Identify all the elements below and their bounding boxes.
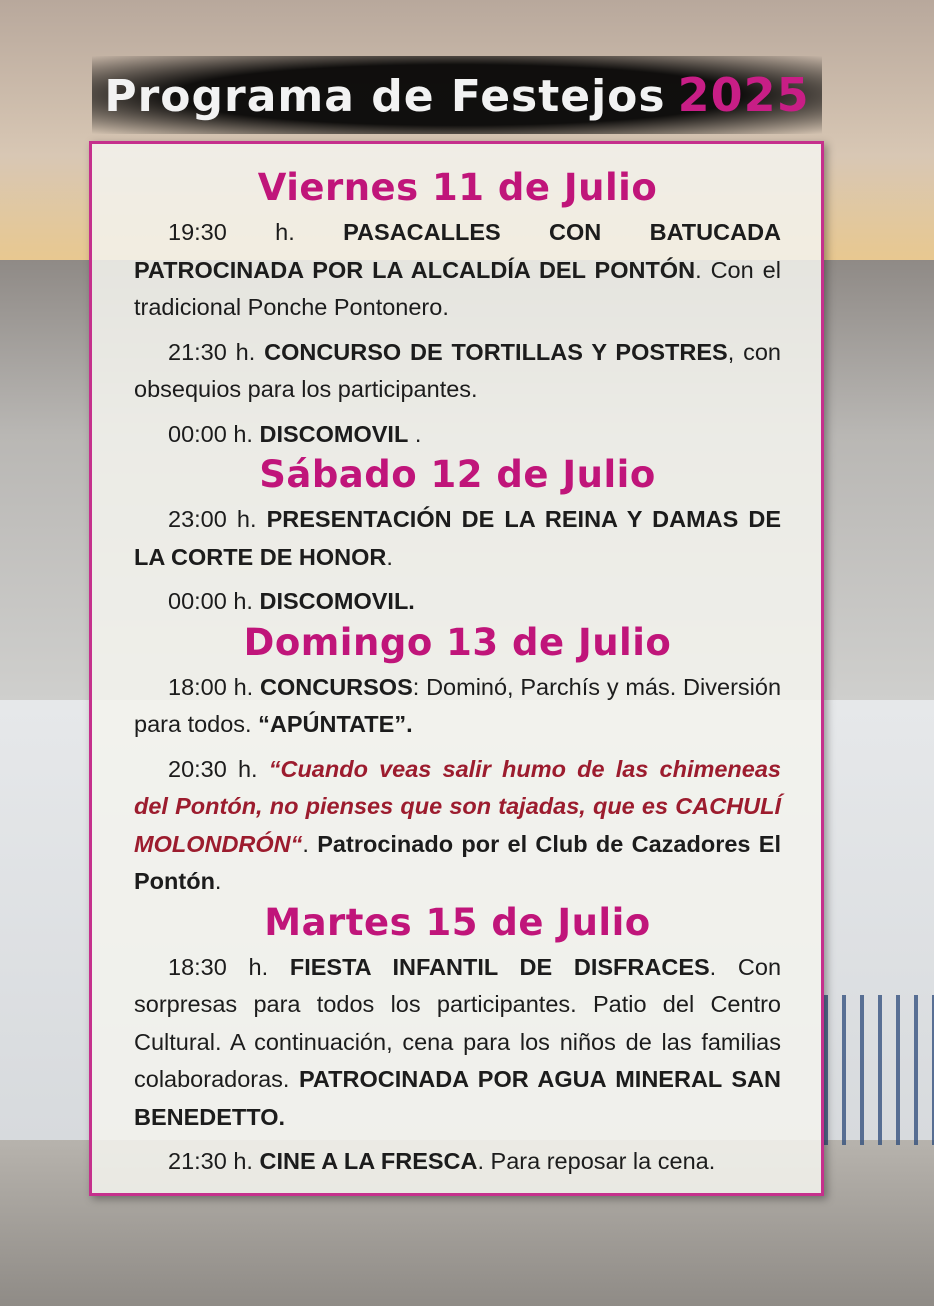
event-title: CINE A LA FRESCA — [259, 1148, 478, 1174]
event-detail: . Para reposar la cena. — [477, 1148, 716, 1174]
event-title: PASACALLES CON BATUCADA PATROCINADA POR LA ALCALDÍA DEL PONTÓN — [134, 219, 782, 283]
event-title: DISCOMOVIL. — [259, 588, 415, 614]
event-entry — [134, 214, 781, 327]
event-title: CONCURSO DE TORTILLAS Y POSTRES — [264, 338, 728, 365]
day-heading: Viernes 11 de Julio — [257, 166, 658, 209]
event-detail-end: . — [214, 868, 222, 894]
event-time: 00:00 h. — [168, 588, 253, 614]
event-sponsor: PATROCINADA POR AGUA MINERAL SAN BENEDETTO. — [134, 1066, 781, 1130]
event-detail: . Con el tradicional Ponche Pontonero. — [134, 256, 781, 320]
event-title: CONCURSOS — [260, 673, 413, 700]
event-title: PRESENTACIÓN DE LA REINA Y DAMAS DE LA CORTE DE HONOR — [134, 506, 782, 570]
program-card — [89, 141, 824, 1196]
event-highlight: “APÚNTATE”. — [258, 711, 413, 737]
event-time: 21:30 h. — [168, 338, 256, 365]
event-detail: . — [302, 830, 318, 857]
event-detail: . — [408, 420, 422, 447]
event-detail: . — [386, 543, 393, 570]
background-window-bars — [824, 995, 934, 1145]
event-time: 21:30 h. — [168, 1148, 253, 1174]
page-title — [104, 68, 809, 122]
event-time: 18:00 h. — [168, 673, 254, 700]
event-entry — [134, 751, 781, 901]
event-entry — [134, 583, 781, 621]
event-sponsor: Patrocinado por el Club de Cazadores El Pontón — [134, 830, 782, 894]
event-entry — [134, 501, 781, 576]
event-time: 18:30 h. — [168, 953, 269, 980]
event-entry — [134, 669, 781, 744]
event-detail: . Con sorpresas para todos los participantes. Patio del Centro Cultural. A continuación, cena para los niños de las familias colaboradoras. — [134, 953, 782, 1092]
event-title: FIESTA INFANTIL DE DISFRACES — [289, 953, 710, 980]
title-text: Programa de Festejos — [104, 71, 666, 122]
event-title: DISCOMOVIL — [259, 420, 409, 447]
event-entry — [134, 416, 781, 454]
event-entry — [134, 1143, 781, 1181]
title-banner — [92, 56, 822, 134]
event-detail: : Dominó, Parchís y más. Diversión para todos. — [134, 673, 782, 737]
event-time: 23:00 h. — [168, 506, 257, 532]
day-heading: Martes 15 de Julio — [264, 900, 651, 944]
event-quote: “Cuando veas salir humo de las chimeneas del Pontón, no pienses que son tajadas, que es CACHULÍ MOLONDRÓN“ — [134, 755, 781, 857]
event-entry — [134, 334, 781, 409]
title-year: 2025 — [677, 68, 810, 122]
event-time: 00:00 h. — [168, 420, 253, 447]
day-heading: Domingo 13 de Julio — [243, 620, 672, 664]
day-heading: Sábado 12 de Julio — [259, 453, 656, 496]
event-detail: , con obsequios para los participantes. — [134, 338, 781, 402]
event-time: 20:30 h. — [168, 755, 258, 782]
event-entry — [134, 949, 781, 1137]
event-time: 19:30 h. — [168, 219, 295, 245]
